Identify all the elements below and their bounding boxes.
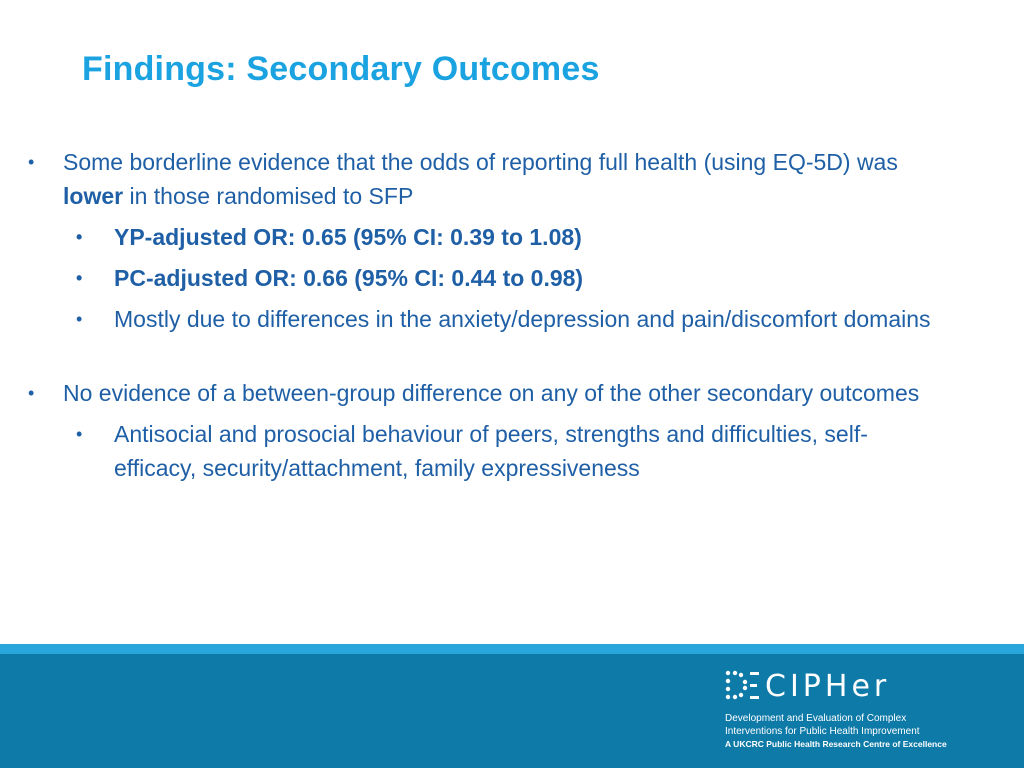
bullet-1-text-pre: Some borderline evidence that the odds of reporting full health (using EQ-5D) was [63, 149, 898, 175]
spacer [0, 336, 1024, 376]
logo-wordmark [725, 668, 1015, 704]
bullet-1-text-post: in those randomised to SFP [123, 183, 414, 209]
slide-title: Findings: Secondary Outcomes [82, 50, 600, 88]
slide-content [0, 145, 1024, 485]
sub-bullet-2-1 [0, 417, 934, 485]
bullet-dot: • [28, 152, 35, 172]
sub-bullet-text: YP-adjusted OR: 0.65 (95% CI: 0.39 to 1.08) [114, 224, 582, 250]
logo-text: CIPHer [765, 668, 891, 704]
sub-bullet-text: Mostly due to differences in the anxiety/depression and pain/discomfort domains [114, 306, 931, 332]
sub-bullet-1-3 [0, 302, 934, 336]
bullet-dot: • [76, 227, 83, 247]
bullet-1 [0, 145, 943, 213]
sub-bullet-text: PC-adjusted OR: 0.66 (95% CI: 0.44 to 0.98) [114, 265, 584, 291]
bullet-dot: • [76, 424, 83, 444]
sub-bullet-text: Antisocial and prosocial behaviour of peers, strengths and difficulties, self-efficacy, security/attachment, family expressiveness [114, 421, 868, 481]
sub-bullet-1-1 [0, 220, 934, 254]
logo-tagline-3: A UKCRC Public Health Research Centre of Excellence [725, 739, 947, 749]
bullet-2 [0, 376, 943, 410]
decipher-logo [725, 668, 1015, 751]
logo-tagline-2: Interventions for Public Health Improvement [725, 726, 920, 737]
bullet-dot: • [76, 268, 83, 288]
bullet-dot: • [28, 383, 35, 403]
logo-tagline-1: Development and Evaluation of Complex [725, 713, 907, 724]
logo-d-dots-icon [725, 670, 759, 702]
sub-bullet-1-2 [0, 261, 934, 295]
footer-accent-line [0, 644, 1024, 654]
bullet-2-text: No evidence of a between-group difference on any of the other secondary outcomes [63, 380, 920, 406]
bullet-dot: • [76, 309, 83, 329]
bullet-1-text-bold: lower [63, 183, 124, 209]
